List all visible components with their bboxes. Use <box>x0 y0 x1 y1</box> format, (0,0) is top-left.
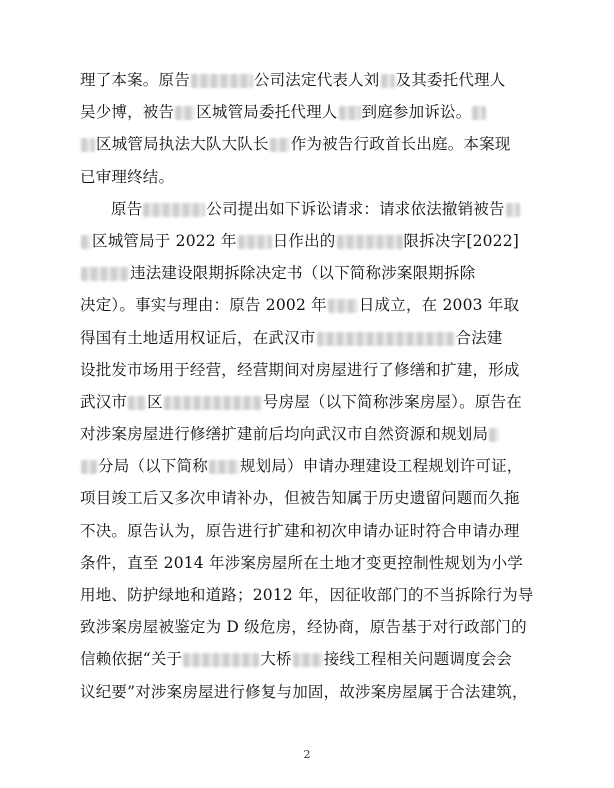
text-line <box>80 482 550 514</box>
redaction-mark <box>506 203 520 217</box>
text-segment: 理了本案。原告 <box>80 71 190 89</box>
text-line <box>80 450 550 482</box>
text-line <box>80 225 550 257</box>
document-body <box>80 64 550 708</box>
text-segment: 限拆决字[2022] <box>403 231 520 250</box>
text-segment: 号房屋（以下简称涉案房屋）。原告在 <box>262 392 522 411</box>
text-segment: 信赖依据“关于 <box>80 650 183 669</box>
redaction-mark <box>175 106 195 120</box>
text-segment: 项目竣工后又多次申请补办，但被告知属于历史遗留问题而久拖 <box>80 489 520 508</box>
text-segment: 原告 <box>111 199 143 218</box>
redaction-mark <box>317 332 455 346</box>
text-segment: 作为被告行政首长出庭。本案现 <box>290 135 511 154</box>
redaction-mark <box>81 267 129 281</box>
text-segment: 规划局）申请办理建设工程规划许可证， <box>239 457 523 476</box>
text-segment: 违法建设限期拆除决定书（以下简称涉案限期拆除 <box>130 264 476 283</box>
text-segment: 武汉市 <box>80 392 128 411</box>
redaction-mark <box>81 138 95 152</box>
text-segment: 用地、防护绿地和道路；2012 年，因征收部门的不当拆除行为导 <box>80 586 534 604</box>
text-segment: 日成立，在 2003 年取 <box>358 296 520 315</box>
text-segment: 吴少博，被告 <box>80 103 175 122</box>
text-line <box>80 515 550 547</box>
redaction-mark <box>489 428 499 442</box>
text-line <box>80 643 550 675</box>
text-line <box>80 354 550 386</box>
redaction-mark <box>81 235 91 249</box>
text-segment: 设批发市场用于经营，经营期间对房屋进行了修缮和扩建，形成 <box>80 360 520 379</box>
text-line <box>80 257 550 289</box>
text-segment: 决定）。事实与理由：原告 2002 年 <box>80 296 327 315</box>
text-line <box>80 322 550 354</box>
redaction-mark <box>191 74 253 88</box>
text-segment: 得国有土地适用权证后，在武汉市 <box>80 328 316 347</box>
redaction-mark <box>238 235 272 249</box>
text-segment: 公司法定代表人刘 <box>253 71 380 89</box>
text-segment: 区城管局于 2022 年 <box>92 231 237 250</box>
text-segment: 及其委托代理人 <box>395 71 506 89</box>
text-segment: 合法建 <box>455 328 503 347</box>
text-line <box>80 289 550 321</box>
redaction-mark <box>328 299 358 313</box>
text-line <box>80 161 550 193</box>
text-segment: 大桥 <box>260 650 292 669</box>
text-segment: 接线工程相关问题调度会会 <box>323 650 513 669</box>
text-segment: 分局（以下简称 <box>98 457 208 476</box>
redaction-mark <box>143 203 205 217</box>
text-line <box>80 676 550 708</box>
text-segment: 议纪要”对涉案房屋进行修复与加固，故涉案房屋属于合法建筑， <box>80 682 528 701</box>
text-segment: 已审理终结。 <box>80 167 175 186</box>
redaction-mark <box>381 74 395 88</box>
redaction-mark <box>293 653 323 667</box>
text-line <box>80 547 550 579</box>
redaction-mark <box>164 396 262 410</box>
redaction-mark <box>128 396 146 410</box>
text-segment: 条件，直至 2014 年涉案房屋所在土地才变更控制性规划为小学 <box>80 553 524 572</box>
text-segment: 致涉案房屋被鉴定为 D 级危房，经协商，原告基于对行政部门的 <box>80 618 527 637</box>
redaction-mark <box>472 106 486 120</box>
text-line <box>80 386 550 418</box>
page-number: 2 <box>303 748 311 761</box>
text-segment: 区城管局委托代理人 <box>196 103 338 122</box>
text-line <box>80 64 550 96</box>
text-segment: 不决。原告认为，原告进行扩建和初次申请办证时符合申请办理 <box>80 521 520 540</box>
text-line <box>80 579 550 611</box>
redaction-mark <box>270 138 290 152</box>
text-segment: 区城管局执法大队大队长 <box>96 135 269 154</box>
redaction-mark <box>339 106 361 120</box>
redaction-mark <box>337 235 403 249</box>
text-segment: 对涉案房屋进行修缮扩建前后均向武汉市自然资源和规划局 <box>80 425 489 444</box>
text-segment: 到庭参加诉讼。 <box>361 103 472 122</box>
text-line <box>80 418 550 450</box>
text-line <box>80 193 550 225</box>
text-segment: 日作出的 <box>272 231 336 250</box>
text-line <box>80 96 550 128</box>
redaction-mark <box>183 653 259 667</box>
text-line <box>80 611 550 643</box>
text-line <box>80 128 550 160</box>
redaction-mark <box>209 460 239 474</box>
redaction-mark <box>81 460 97 474</box>
text-segment: 公司提出如下诉讼请求：请求依法撤销被告 <box>206 199 505 218</box>
text-segment: 区 <box>147 392 163 411</box>
